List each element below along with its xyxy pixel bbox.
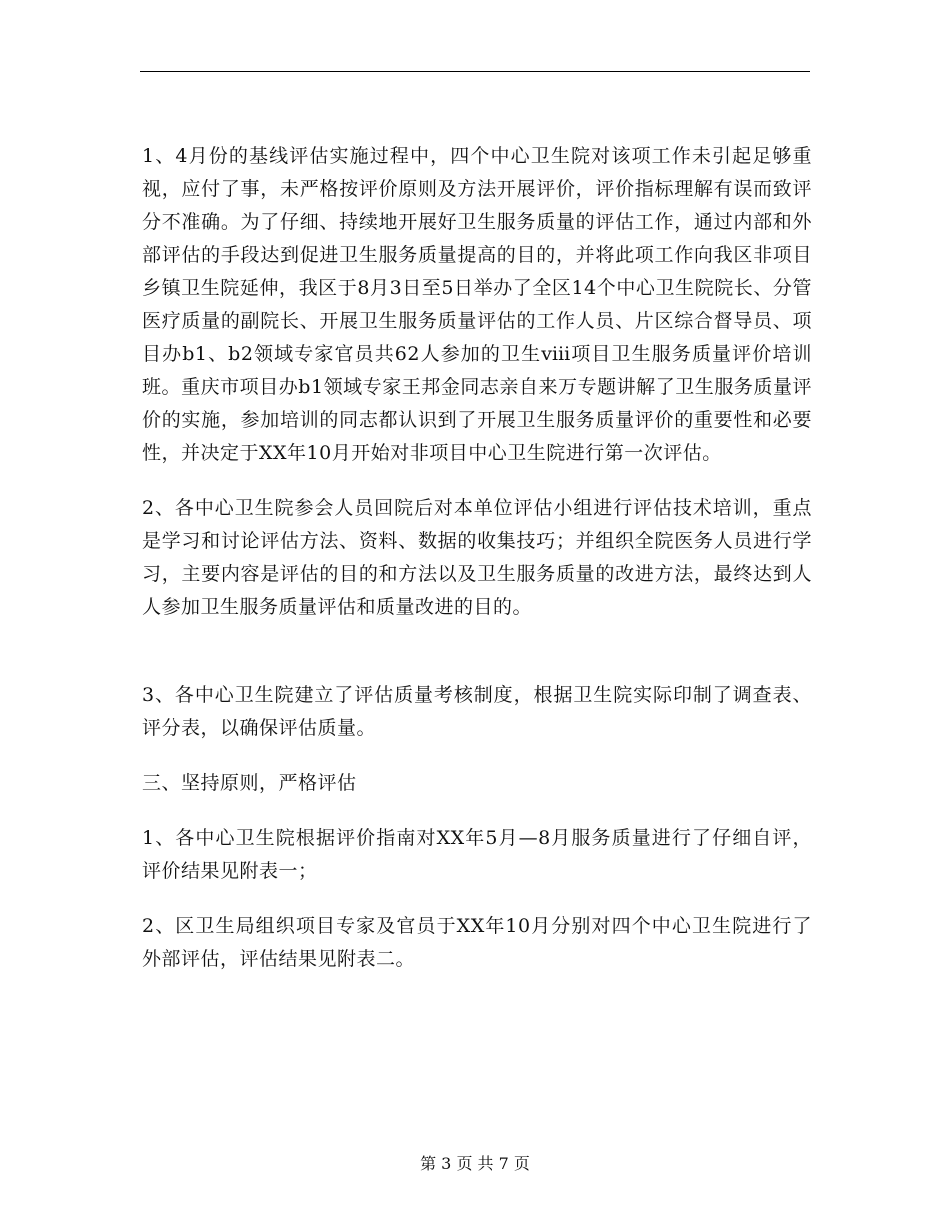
section-heading: 三、坚持原则，严格评估 [142,772,357,794]
paragraph-baseline-assessment: 1、4月份的基线评估实施过程中，四个中心卫生院对该项工作未引起足够重视，应付了事，未严格按评价原则及方法开展评价，评价指标理解有误而致评分不准确。为了仔细、持续地开展好卫生服务质量的评估工作，通过内部和外部评估的手段达到促进卫生服务质量提高的目的，并将此项工作向我区非项目乡镇卫生院延伸，我区于8月3日至5日举办了全区14个中心卫生院院长、分管医疗质量的副院长、开展卫生服务质量评估的工作人员、片区综合督导员、项目办b1、b2领域专家官员共62人参加的卫生ⅷ项目卫生服务质量评价培训班。重庆市项目办b1领域专家王邦金同志亲自来万专题讲解了卫生服务质量评价的实施，参加培训的同志都认识到了开展卫生服务质量评价的重要性和必要性，并决定于XX年10月开始对非项目中心卫生院进行第一次评估。 [142,145,812,464]
page-number-footer: 第 3 页 共 7 页 [420,1154,530,1173]
document-body [142,140,812,976]
paragraph-self-evaluation: 1、各中心卫生院根据评价指南对XX年5月—8月服务质量进行了仔细自评，评价结果见附表一； [142,827,812,882]
paragraph-external-evaluation: 2、区卫生局组织项目专家及官员于XX年10月分别对四个中心卫生院进行了外部评估，评估结果见附表二。 [142,915,812,970]
header-rule [140,71,810,72]
paragraph-training: 2、各中心卫生院参会人员回院后对本单位评估小组进行评估技术培训，重点是学习和讨论评估方法、资料、数据的收集技巧；并组织全院医务人员进行学习，主要内容是评估的目的和方法以及卫生服务质量的改进方法，最终达到人人参加卫生服务质量评估和质量改进的目的。 [142,497,812,618]
paragraph-quality-system: 3、各中心卫生院建立了评估质量考核制度，根据卫生院实际印制了调查表、评分表，以确保评估质量。 [142,684,812,739]
